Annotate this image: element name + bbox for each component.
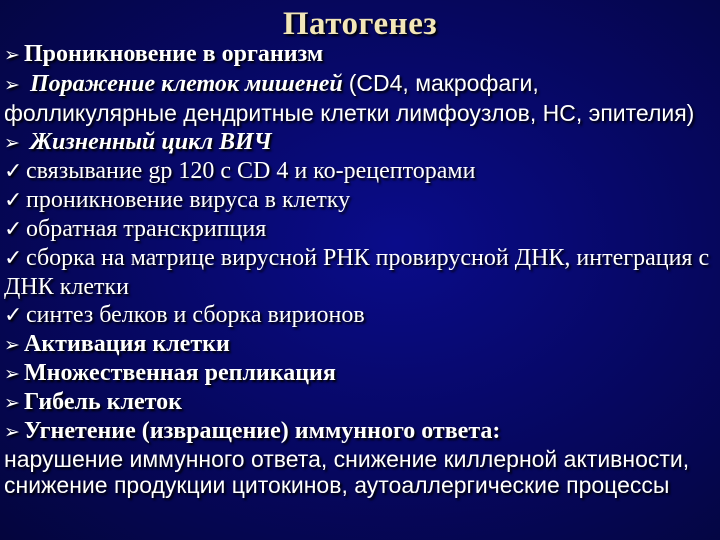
arrow-bullet-icon: ➢ [4,74,20,96]
item-text-bold: Поражение клеток мишеней [30,71,349,97]
list-item [4,330,716,359]
check-item [4,157,716,186]
arrow-bullet-icon: ➢ [4,363,20,385]
item-text: проникновение вируса в клетку [26,187,351,213]
list-item [4,69,716,128]
item-text: Угнетение (извращение) иммунного ответа: [24,418,501,444]
slide-content [4,40,716,498]
arrow-bullet-icon: ➢ [4,421,20,443]
list-item [4,359,716,388]
item-text: Проникновение в организм [24,41,324,67]
item-text: Жизненный цикл ВИЧ [30,129,272,155]
arrow-bullet-icon: ➢ [4,132,20,154]
item-text: синтез белков и сборка вирионов [26,302,365,328]
item-text: Гибель клеток [24,389,182,415]
check-item [4,244,716,301]
check-item [4,301,716,330]
list-item [4,40,716,69]
list-item [4,417,716,446]
checkmark-icon: ✓ [4,188,23,213]
checkmark-icon: ✓ [4,303,23,328]
slide-title: Патогенез [282,6,438,42]
check-item [4,186,716,215]
checkmark-icon: ✓ [4,217,23,242]
checkmark-icon: ✓ [4,159,23,184]
item-text: обратная транскрипция [26,216,267,242]
arrow-bullet-icon: ➢ [4,44,20,66]
list-item [4,388,716,417]
checkmark-icon: ✓ [4,246,23,271]
arrow-bullet-icon: ➢ [4,334,20,356]
item-text: связывание gp 120 с CD 4 и ко-рецепторами [26,158,476,184]
check-item [4,215,716,244]
item-text: Активация клетки [24,331,230,357]
item-text-rest: (CD4, макрофаги, фолликулярные дендритные клетки лимфоузлов, НС, эпителия) [4,70,695,126]
item-text: сборка на матрице вирусной РНК провирусной ДНК, интеграция с ДНК клетки [4,245,710,300]
item-continuation: нарушение иммунного ответа, снижение киллерной активности, снижение продукции цитокинов, аутоаллергические процессы [4,446,690,498]
item-text: Множественная репликация [24,360,336,386]
list-item [4,128,716,157]
arrow-bullet-icon: ➢ [4,392,20,414]
